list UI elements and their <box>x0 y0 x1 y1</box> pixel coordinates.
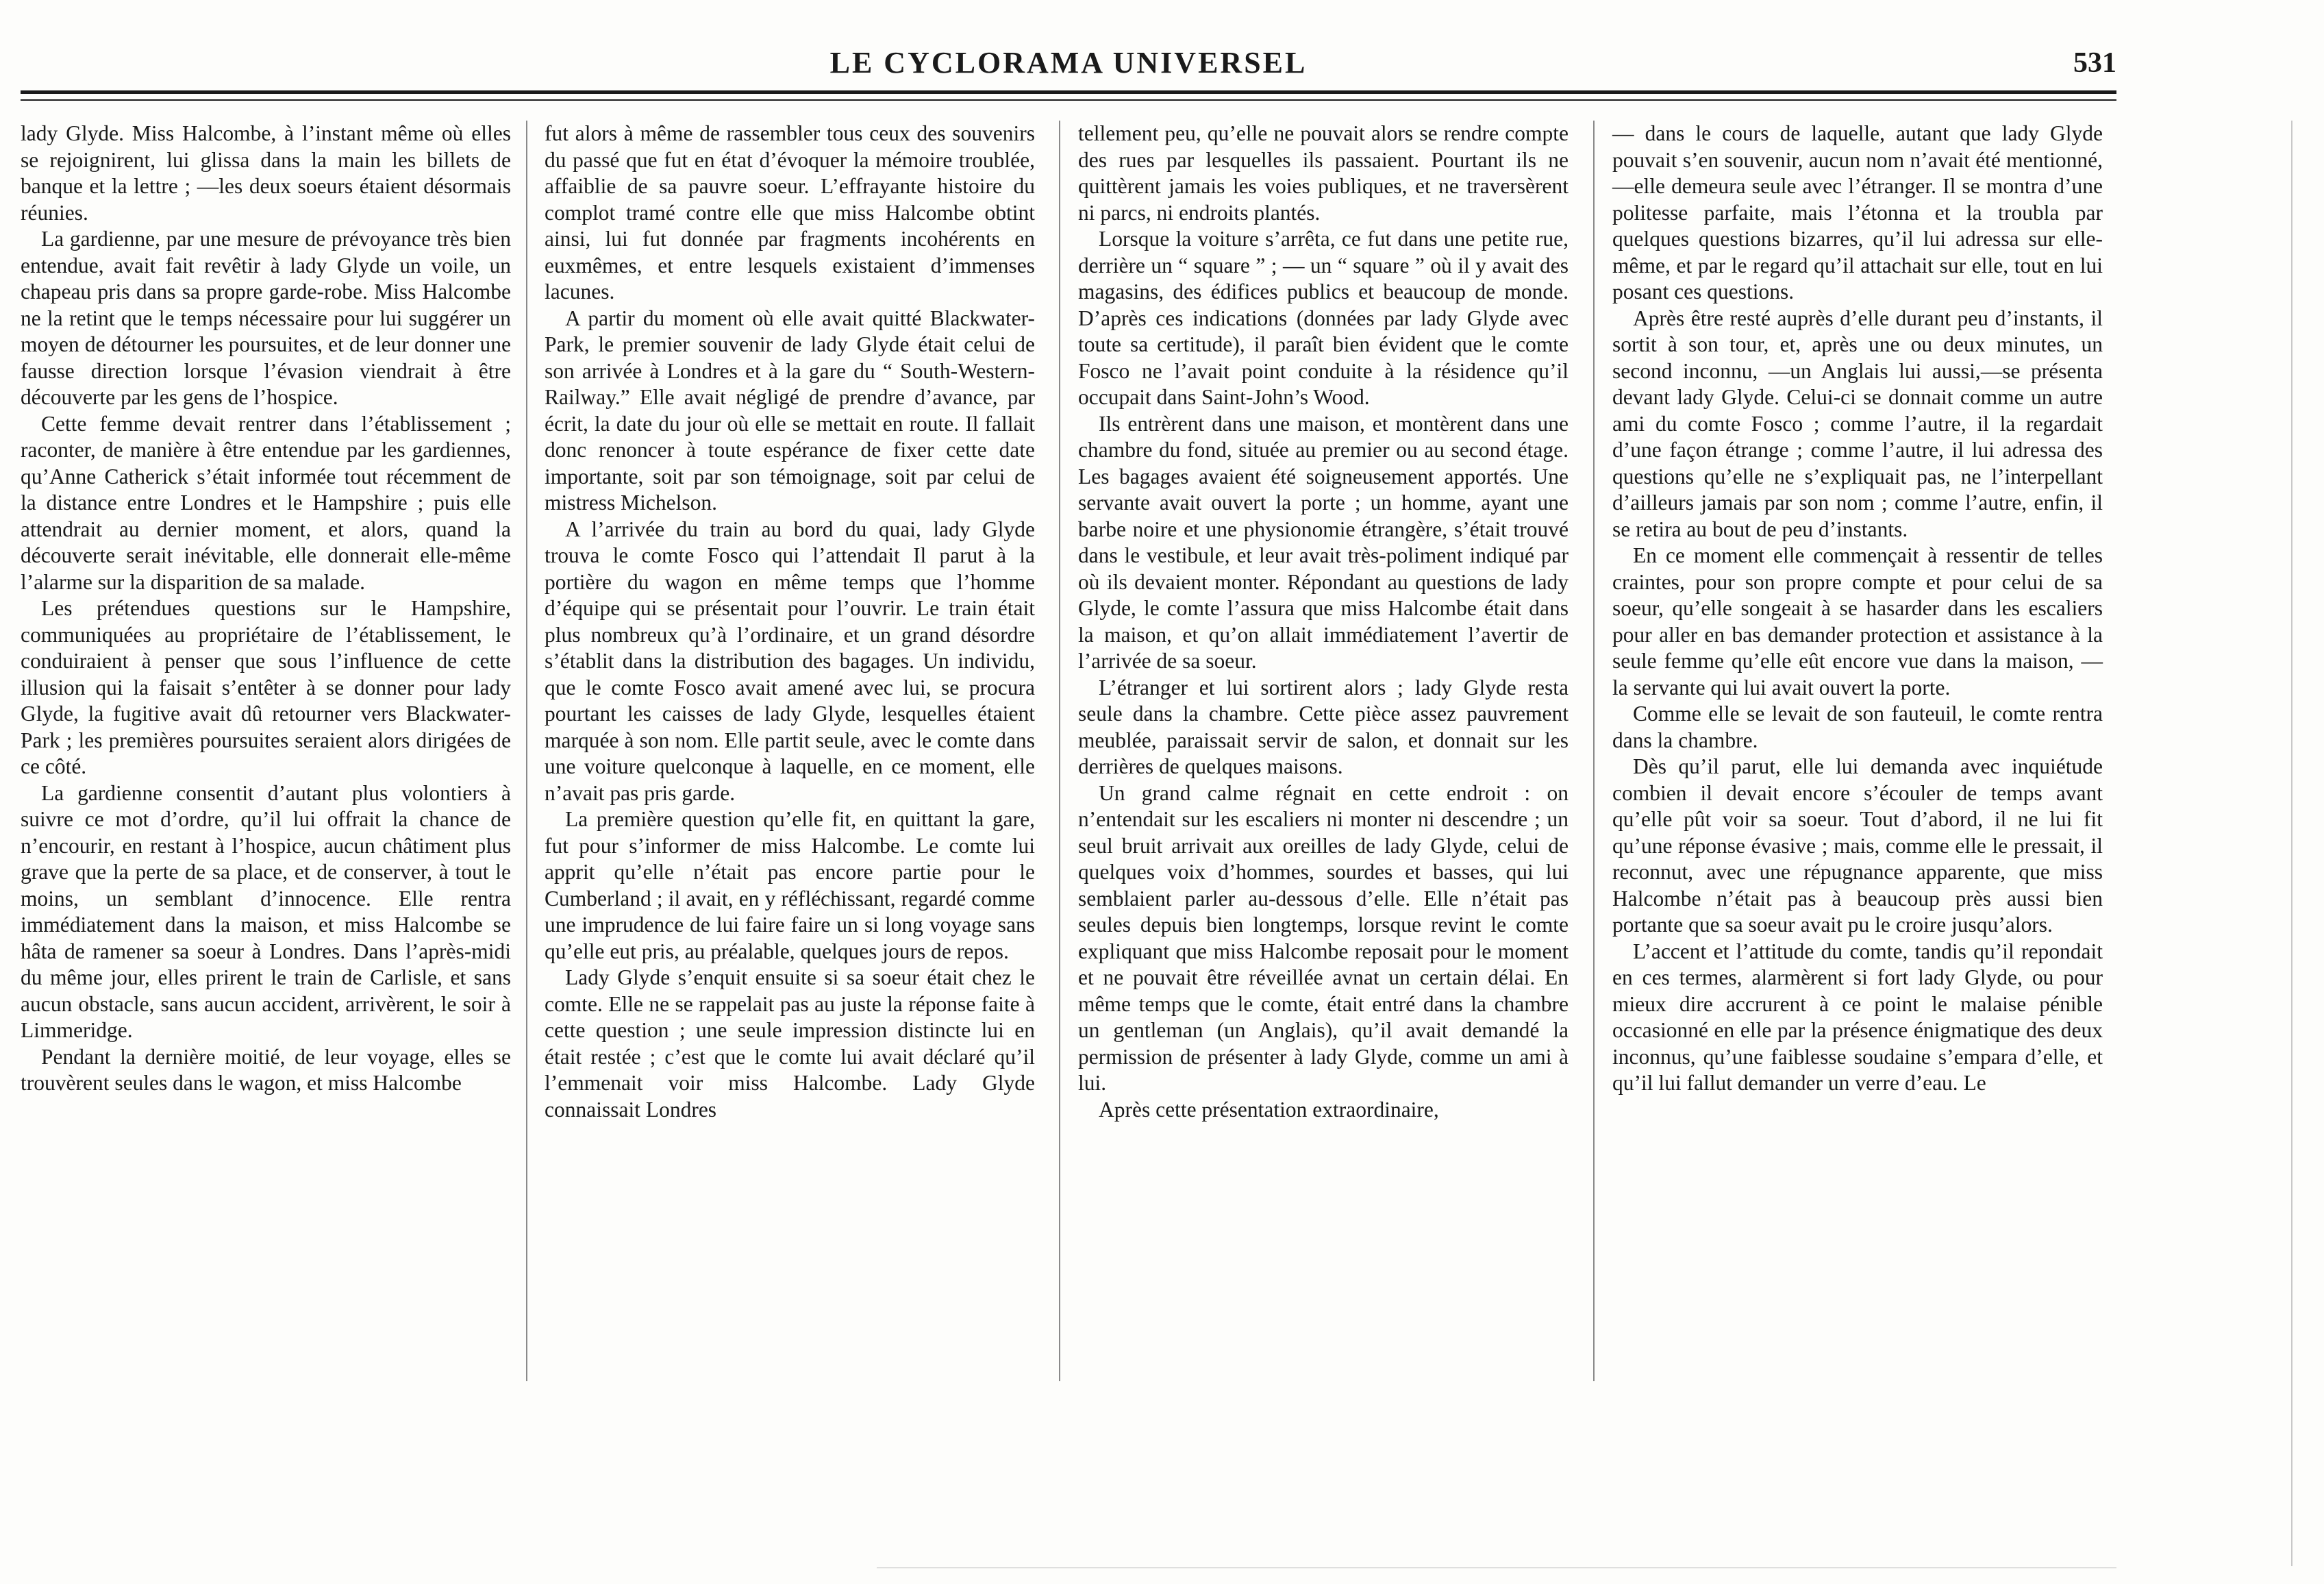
paragraph: lady Glyde. Miss Halcombe, à l’instant même où elles se rejoignirent, lui glissa dans la main les billets de banque et la lettre ; —les deux soeurs étaient désormais réunies. <box>21 121 511 225</box>
paragraph: A l’arrivée du train au bord du quai, lady Glyde trouva le comte Fosco qui l’attendait Il parut à la portière du wagon en même temps que l’homme d’équipe qui se présentait pour l’ouvrir. Le train était plus nombreux qu’à l’ordinaire, et un grand désordre s’établit dans la distribution des bagages. Un individu, que le comte Fosco avait amené avec lui, se procura pourtant les caisses de lady Glyde, lesquelles étaient marquée à son nom. Elle partit seule, avec le comte dans une voiture quelconque à laquelle, en ce moment, elle n’avait pas pris garde. <box>545 517 1035 805</box>
paragraph: En ce moment elle commençait à ressentir de telles craintes, pour son propre compte et pour celui de sa soeur, qu’elle songeait à se hasarder dans les escaliers pour aller en bas demander protection et assistance à la seule femme qu’elle eût encore vue dans la maison, — la servante qui lui avait ouvert la porte. <box>1612 543 2103 700</box>
paragraph: Après cette présentation extraordinaire, <box>1099 1097 1439 1122</box>
paragraph: Comme elle se levait de son fauteuil, le comte rentra dans la chambre. <box>1612 702 2103 752</box>
paragraph: Après être resté auprès d’elle durant peu d’instants, il sortit à son tour, et, après une ou deux minutes, un second inconnu, —un Anglais lui aussi,—se présenta devant lady Glyde. Celui-ci se donnait comme un autre ami du comte Fosco ; comme l’autre, il la regardait d’une façon étrange ; comme l’autre, il lui adressa des questions qu’elle ne s’expliquait pas, ne l’interpellant d’ailleurs jamais par son nom ; comme l’autre, enfin, il se retira au bout de peu d’instants. <box>1612 306 2103 541</box>
paragraph: A partir du moment où elle avait quitté Blackwater-Park, le premier souvenir de lady Glyde était celui de son arrivée à Londres et à la gare du “ South-Western-Railway.” Elle avait négligé de prendre d’avance, par écrit, la date du jour où elle se mettait en route. Il fallait donc renoncer à toute espérance de fixer cette date importante, soit par son témoignage, soit par celui de mistress Michelson. <box>545 306 1035 515</box>
header-rule-thick <box>21 90 2116 94</box>
text-column-3 <box>1078 121 1569 1123</box>
paragraph: La gardienne, par une mesure de prévoyance très bien entendue, avait fait revêtir à lady Glyde un voile, un chapeau pris dans sa propre garde-robe. Miss Halcombe ne la retint que le temps nécessaire pour lui suggérer un moyen de détourner les poursuites, et de leur donner une fausse direction lorsque l’évasion viendrait à être découverte par les gens de l’hospice. <box>21 227 511 409</box>
paragraph: La première question qu’elle fit, en quittant la gare, fut pour s’informer de miss Halcombe. Le comte lui apprit qu’elle n’était pas encore partie pour le Cumberland ; il avait, en y réfléchissant, regardé comme une imprudence de lui faire faire un si long voyage sans qu’elle eut pris, au préalable, quelques jours de repos. <box>545 807 1035 963</box>
text-column-1 <box>21 121 511 1097</box>
paragraph: — dans le cours de laquelle, autant que lady Glyde pouvait s’en souvenir, aucun nom n’avait été mentionné, —elle demeura seule avec l’étranger. Il se montra d’une politesse parfaite, mais l’étonna et la troubla par quelques questions bizarres, qu’il lui adressa sur elle-même, et par le regard qu’il attachait sur elle, tout en lui posant ces questions. <box>1612 121 2103 304</box>
paragraph: La gardienne consentit d’autant plus volontiers à suivre ce mot d’ordre, qu’il lui offrait la chance de n’encourir, en restant à l’hospice, aucun châtiment plus grave que la perte de sa place, et de conserver, à tout le moins, un semblant d’innocence. Elle rentra immédiatement dans la maison, et miss Halcombe se hâta de ramener sa soeur à Londres. Dans l’après-midi du même jour, elles prirent le train de Carlisle, et sans aucun obstacle, sans aucun accident, arrivèrent, le soir à Limmeridge. <box>21 780 511 1042</box>
paragraph: L’accent et l’attitude du comte, tandis qu’il repondait en ces termes, alarmèrent si fort lady Glyde, ou pour mieux dire accrurent à ce point le malaise pénible occasionné en elle par la présence énigmatique des deux inconnus, qu’une faiblesse soudaine s’empara d’elle, et qu’il lui fallut demander un verre d’eau. Le <box>1612 939 2103 1095</box>
page-number: 531 <box>2073 47 2116 79</box>
paragraph: Les prétendues questions sur le Hampshire, communiquées au propriétaire de l’établissement, le conduiraient à penser que sous l’influence de cette illusion qui la faisait s’entêter à se donner pour lady Glyde, la fugitive avait dû retourner vers Blackwater-Park ; les premières poursuites seraient alors dirigées de ce côté. <box>21 596 511 778</box>
running-header <box>21 40 2116 95</box>
paragraph: Dès qu’il parut, elle lui demanda avec inquiétude combien il devait encore s’écouler de temps avant qu’elle pût voir sa soeur. Tout d’abord, il ne lui fit qu’une réponse évasive ; mais, comme elle le pressait, il reconnut, avec une répugnance apparente, que miss Halcombe n’était pas à beaucoup près aussi bien portante que sa soeur avait pu le croire jusqu’alors. <box>1612 754 2103 937</box>
paragraph: tellement peu, qu’elle ne pouvait alors se rendre compte des rues par lesquelles ils passaient. Pourtant ils ne quittèrent jamais les voies publiques, et ne traversèrent ni parcs, ni endroits plantés. <box>1078 121 1569 225</box>
paragraph: Cette femme devait rentrer dans l’établissement ; raconter, de manière à être entendue par les gardiennes, qu’Anne Catherick s’était informée tout récemment de la distance entre Londres et le Hampshire ; puis elle attendrait au dernier moment, et alors, quand la découverte serait inévitable, elle donnerait elle-même l’alarme sur la disparition de sa malade. <box>21 411 511 594</box>
paragraph: fut alors à même de rassembler tous ceux des souvenirs du passé que fut en état d’évoquer la mémoire troublée, affaiblie de sa pauvre soeur. L’effrayante histoire du complot tramé contre elle que miss Halcombe obtint ainsi, lui fut donnée par fragments incohérents en euxmêmes, et entre lesquels existaient d’immenses lacunes. <box>545 121 1035 304</box>
column-divider <box>1059 121 1060 1381</box>
paragraph: Ils entrèrent dans une maison, et montèrent dans une chambre du fond, située au premier ou au second étage. Les bagages avaient été soigneusement apportés. Une servante avait ouvert la porte ; un homme, ayant une barbe noire et une physionomie étrangère, s’était trouvé dans le vestibule, et leur avait très-poliment indiqué par où ils devaient monter. Répondant au questions de lady Glyde, le comte l’assura que miss Halcombe était dans la maison, et qu’on allait immédiatement l’avertir de l’arrivée de sa soeur. <box>1078 411 1569 673</box>
column-divider <box>1593 121 1595 1381</box>
column-divider <box>526 121 527 1381</box>
running-title: LE CYCLORAMA UNIVERSEL <box>829 46 1308 79</box>
paragraph: Un grand calme régnait en cette endroit : on n’entendait sur les escaliers ni monter ni descendre ; un seul bruit arrivait aux oreilles de lady Glyde, celui de quelques voix d’hommes, sourdes et basses, qui lui semblaient parler au-dessous d’elle. Elle n’était pas seules depuis bien longtemps, lorsque revint le comte expliquant que miss Halcombe reposait pour le moment et ne pouvait être réveillée avnat un certain délai. En même temps que le comte, était entré dans la chambre un gentleman (un Anglais), qu’il avait demandé la permission de présenter à lady Glyde, comme un ami à lui. <box>1078 780 1569 1095</box>
text-column-4 <box>1612 121 2103 1097</box>
header-rule-thin <box>21 99 2116 101</box>
paragraph: Pendant la dernière moitié, de leur voyage, elles se trouvèrent seules dans le wagon, et miss Halcombe <box>21 1044 511 1095</box>
paragraph: L’étranger et lui sortirent alors ; lady Glyde resta seule dans la chambre. Cette pièce assez pauvrement meublée, paraissait servir de salon, et donnait sur les derrières de quelques maisons. <box>1078 675 1569 778</box>
page-edge-line <box>2291 121 2292 1566</box>
paragraph: Lorsque la voiture s’arrêta, ce fut dans une petite rue, derrière un “ square ” ; — un “ square ” où il y avait des magasins, des édifices publics et beaucoup de monde. D’après ces indications (données par lady Glyde avec toute sa certitude), il paraît bien évident que le comte Fosco ne l’avait point conduite à la résidence qu’il occupait dans Saint-John’s Wood. <box>1078 227 1569 409</box>
paragraph: Lady Glyde s’enquit ensuite si sa soeur était chez le comte. Elle ne se rappelait pas au juste la réponse faite à cette question ; une seule impression distincte lui en était restée ; c’est que le comte lui avait déclaré qu’il l’emmenait voir miss Halcombe. Lady Glyde connaissait Londres <box>545 965 1035 1122</box>
text-column-2 <box>545 121 1035 1123</box>
